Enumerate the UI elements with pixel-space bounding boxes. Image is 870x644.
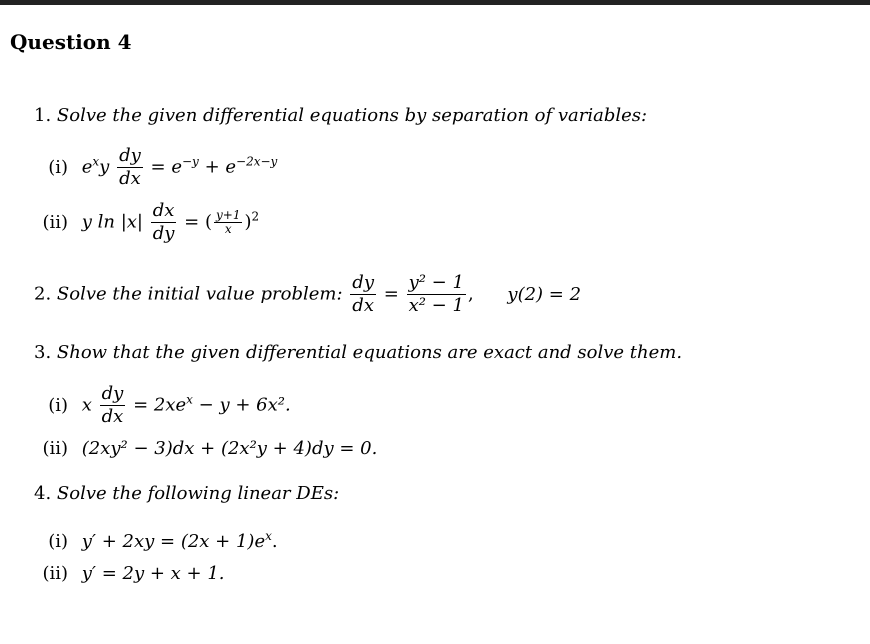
sub-label: (i) bbox=[48, 156, 68, 178]
top-border bbox=[0, 0, 870, 5]
fraction: $\frac{dy}{dx}$ bbox=[101, 383, 124, 427]
fraction: $\frac{dy}{dx}$ bbox=[352, 272, 374, 316]
item-1 bbox=[34, 105, 647, 126]
equation-1-ii: (ii) y ln |x| $\frac{dx}{dy}$ = ( $\frac{y+1}{x}$ )$^2$ bbox=[30, 200, 259, 245]
initial-condition: y(2) = 2 bbox=[507, 283, 582, 305]
item-text: Solve the initial value problem: bbox=[56, 283, 343, 305]
sub-label: (i) bbox=[48, 531, 68, 552]
item-text: Solve the given differential equations by separation of variables: bbox=[56, 105, 648, 126]
item-text: Solve the following linear DEs: bbox=[56, 483, 340, 504]
item-number: 3. bbox=[34, 342, 52, 363]
equation-4-ii: (ii) y′ = 2y + x + 1. bbox=[30, 563, 225, 584]
sub-label: (ii) bbox=[42, 438, 68, 459]
sub-label: (i) bbox=[48, 394, 68, 416]
fraction: $\frac{dy}{dx}$ bbox=[119, 145, 141, 189]
equation-4-i: (i) $y' + 2xy = (2x + 1)e^x$. bbox=[30, 529, 278, 552]
item-4 bbox=[34, 483, 339, 504]
sub-label: (ii) bbox=[42, 563, 68, 584]
fraction: $\frac{dx}{dy}$ bbox=[152, 200, 175, 244]
item-2: 2. Solve the initial value problem: $\frac{dy}{dx}$ = $\frac{\text{y² − 1}}{\text{x² − 1}}$ , y(2) = 2 bbox=[34, 272, 582, 316]
item-3 bbox=[34, 342, 682, 363]
item-number: 2. bbox=[34, 283, 52, 305]
item-text: Show that the given differential equations are exact and solve them. bbox=[56, 342, 683, 363]
small-fraction: $\frac{y+1}{x}$ bbox=[216, 208, 241, 236]
sub-label: (ii) bbox=[42, 211, 68, 233]
question-heading: Question 4 bbox=[10, 30, 132, 54]
fraction: $\frac{\text{y² − 1}}{\text{x² − 1}}$ bbox=[408, 272, 464, 316]
equation-1-i: (i) $e^xy$ $\frac{dy}{dx}$ = $e^{-y} + e^{-2x-y}$ bbox=[30, 145, 277, 190]
equation-3-ii: (ii) (2xy² − 3)dx + (2x²y + 4)dy = 0. bbox=[30, 438, 377, 459]
item-number: 4. bbox=[34, 483, 52, 504]
equation-3-i: (i) x $\frac{dy}{dx}$ = $2xe^x - y + 6x^2$. bbox=[30, 383, 291, 428]
item-number: 1. bbox=[34, 105, 52, 126]
